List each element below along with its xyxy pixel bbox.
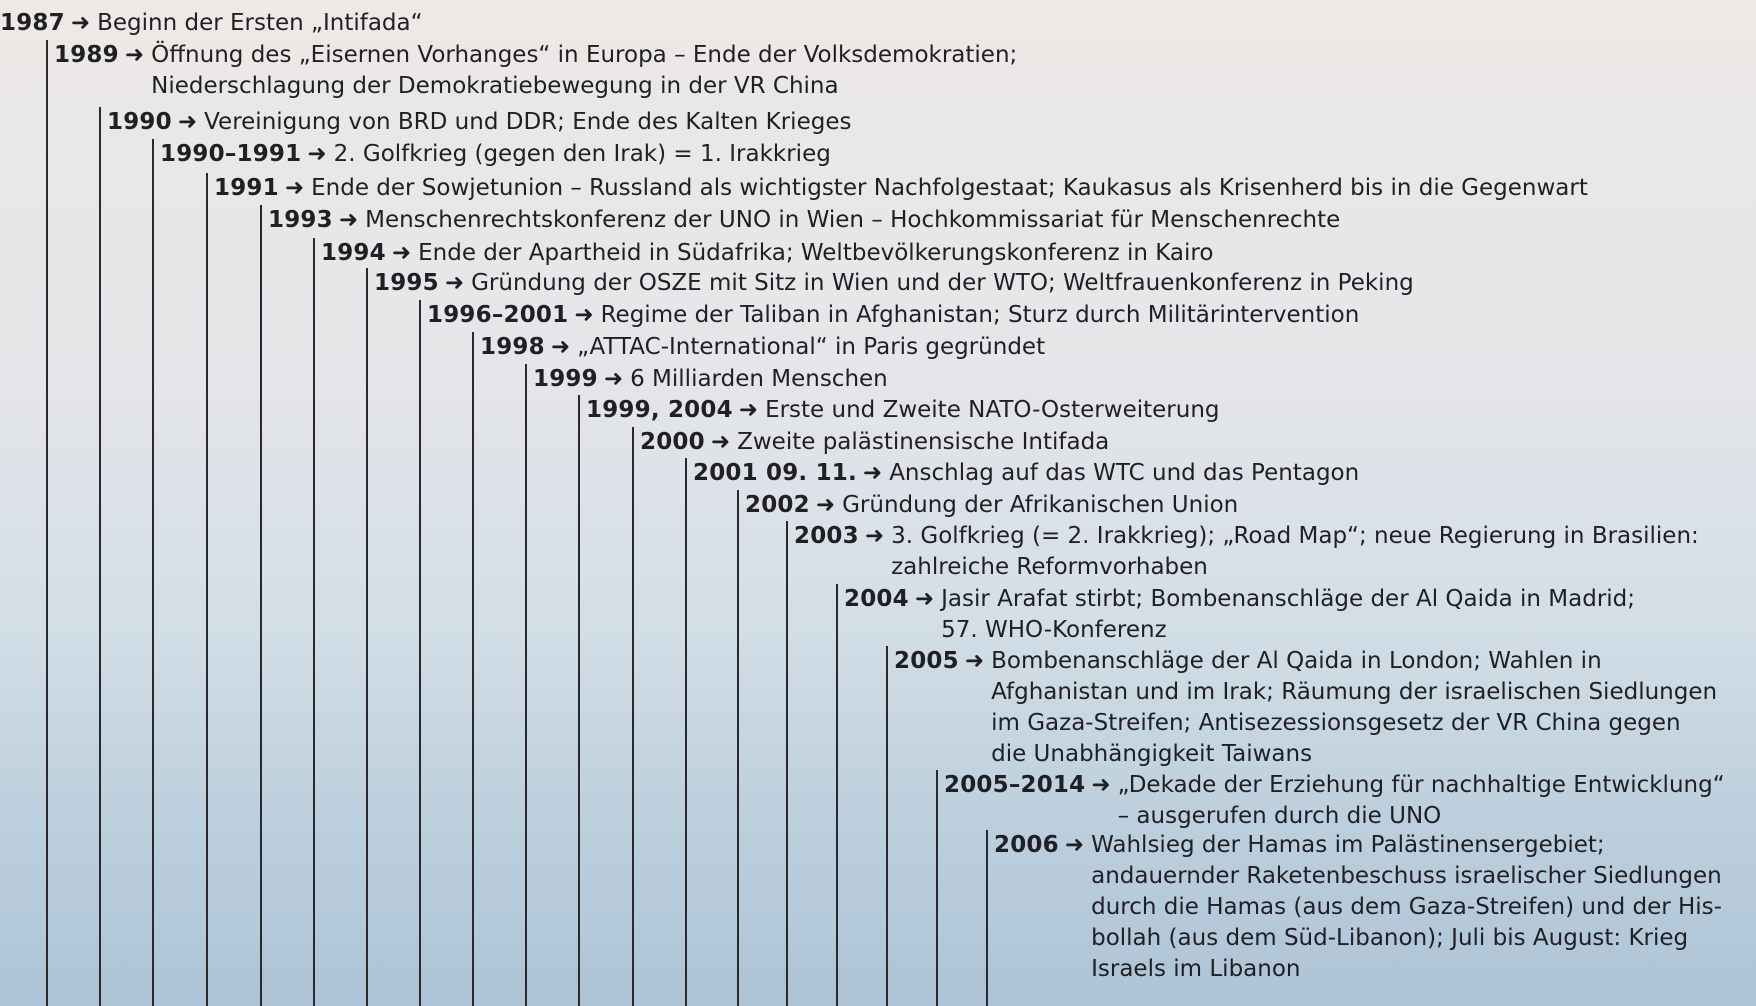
timeline-event-text: [97, 8, 422, 39]
timeline-event-text: [765, 395, 1219, 426]
timeline-event-line: – ausgerufen durch die UNO: [1117, 803, 1442, 829]
timeline-entry-row: [160, 139, 831, 170]
timeline-year: 2006: [994, 832, 1059, 858]
timeline-event-line: durch die Hamas (aus dem Gaza-Streifen) und der His-: [1091, 894, 1722, 920]
timeline-event-line: Ende der Apartheid in Südafrika; Weltbevölkerungskonferenz in Kairo: [418, 240, 1214, 266]
timeline-year: 1990: [107, 109, 172, 135]
timeline-event-line: Gründung der Afrikanischen Union: [842, 492, 1239, 518]
timeline-year: 2000: [640, 429, 705, 455]
timeline-event-line: Gründung der OSZE mit Sitz in Wien und der WTO; Weltfrauenkonferenz in Peking: [471, 270, 1414, 296]
timeline-event-text: [204, 107, 851, 138]
timeline-event-line: Ende der Sowjetunion – Russland als wichtigster Nachfolgestaat; Kaukasus als Krisenherd bis in die Gegenwart: [311, 175, 1588, 201]
arrow-right-icon: ➜: [124, 42, 145, 68]
timeline-event-line: Vereinigung von BRD und DDR; Ende des Kalten Krieges: [204, 109, 852, 135]
timeline-year: 1989: [54, 42, 119, 68]
timeline-year: 1990–1991: [160, 141, 302, 167]
arrow-right-icon: ➜: [864, 523, 885, 549]
timeline-entry-row: [894, 646, 1717, 770]
timeline-event-text: [842, 490, 1238, 521]
timeline-event-line: Regime der Taliban in Afghanistan; Sturz durch Militärintervention: [600, 302, 1360, 328]
timeline-entry-row: [844, 584, 1635, 646]
timeline-event-line: Menschenrechtskonferenz der UNO in Wien – Hochkommissariat für Menschenrechte: [365, 207, 1341, 233]
timeline-year: 2005: [894, 648, 959, 674]
timeline-event-line: andauernder Raketenbeschuss israelischer Siedlungen: [1091, 863, 1722, 889]
timeline-event-text: [1091, 830, 1722, 985]
timeline-event-line: Jasir Arafat stirbt; Bombenanschläge der Al Qaida in Madrid;: [941, 586, 1636, 612]
timeline-event-line: Bombenanschläge der Al Qaida in London; Wahlen in: [991, 648, 1602, 674]
timeline-year: 1995: [374, 270, 439, 296]
timeline-event-line: 6 Milliarden Menschen: [630, 366, 888, 392]
timeline-entry-row: [693, 458, 1359, 489]
timeline-entry-row: [268, 205, 1340, 236]
timeline-entry-row: [54, 40, 1017, 102]
timeline-event-text: [577, 332, 1045, 363]
timeline-event-text: [601, 300, 1360, 331]
timeline-year: 1994: [321, 240, 386, 266]
timeline-entry-row: [321, 238, 1213, 269]
timeline-entry-row: [427, 300, 1359, 331]
timeline-event-line: „ATTAC-International“ in Paris gegründet: [577, 334, 1046, 360]
timeline-event-line: Erste und Zweite NATO-Osterweiterung: [765, 397, 1220, 423]
timeline-entry-row: [0, 8, 423, 39]
timeline-entry-row: [794, 521, 1699, 583]
arrow-right-icon: ➜: [574, 302, 594, 328]
timeline-entry-row: [944, 770, 1725, 832]
arrow-right-icon: ➜: [1091, 772, 1111, 798]
timeline-event-text: [737, 427, 1109, 458]
arrow-right-icon: ➜: [338, 207, 359, 233]
timeline-year: 1993: [268, 207, 333, 233]
timeline-event-line: im Gaza-Streifen; Antisezessionsgesetz der VR China gegen: [991, 710, 1681, 736]
arrow-right-icon: ➜: [550, 334, 571, 360]
timeline-entry-row: [586, 395, 1220, 426]
timeline-year: 1998: [480, 334, 545, 360]
timeline-event-text: [889, 458, 1359, 489]
timeline-event-text: [991, 646, 1717, 770]
timeline-event-text: [334, 139, 831, 170]
timeline-year: 1999: [533, 366, 598, 392]
timeline-entry-row: [107, 107, 851, 138]
timeline-event-line: bollah (aus dem Süd-Libanon); Juli bis August: Krieg: [1091, 925, 1689, 951]
timeline-event-line: „Dekade der Erziehung für nachhaltige Entwicklung“: [1117, 772, 1725, 798]
arrow-right-icon: ➜: [815, 492, 836, 518]
timeline-year: 2004: [844, 586, 909, 612]
timeline-event-line: die Unabhängigkeit Taiwans: [991, 741, 1313, 767]
timeline-event-line: Zweite palästinensische Intifada: [737, 429, 1110, 455]
timeline-year: 2005–2014: [944, 772, 1086, 798]
timeline-event-text: [891, 521, 1699, 583]
timeline-event-text: [630, 364, 888, 395]
arrow-right-icon: ➜: [738, 397, 759, 423]
timeline-entry-row: [745, 490, 1238, 521]
timeline-year: 2003: [794, 523, 859, 549]
timeline-event-line: 3. Golfkrieg (= 2. Irakkrieg); „Road Map“; neue Regierung in Brasilien:: [891, 523, 1699, 549]
timeline-event-line: Israels im Libanon: [1091, 956, 1301, 982]
timeline-year: 2002: [745, 492, 810, 518]
timeline-entry: [986, 830, 1722, 1006]
arrow-right-icon: ➜: [1064, 832, 1085, 858]
timeline-event-line: Wahlsieg der Hamas im Palästinensergebiet;: [1091, 832, 1605, 858]
timeline-event-text: [471, 268, 1414, 299]
arrow-right-icon: ➜: [391, 240, 412, 266]
arrow-right-icon: ➜: [307, 141, 327, 167]
arrow-right-icon: ➜: [710, 429, 731, 455]
timeline-entry-row: [533, 364, 888, 395]
arrow-right-icon: ➜: [444, 270, 465, 296]
timeline-event-text: [941, 584, 1635, 646]
arrow-right-icon: ➜: [914, 586, 935, 612]
timeline-event-text: [151, 40, 1017, 102]
timeline-entry-row: [214, 173, 1588, 204]
timeline-event-line: Öffnung des „Eisernen Vorhanges“ in Europa – Ende der Volksdemokratien;: [151, 42, 1018, 68]
arrow-right-icon: ➜: [284, 175, 305, 201]
arrow-right-icon: ➜: [862, 460, 883, 486]
timeline-event-line: 57. WHO-Konferenz: [941, 617, 1167, 643]
timeline-event-text: [1118, 770, 1725, 832]
timeline-year: 1999, 2004: [586, 397, 733, 423]
timeline-entry-row: [374, 268, 1414, 299]
timeline-entry-row: [994, 830, 1722, 985]
arrow-right-icon: ➜: [177, 109, 198, 135]
arrow-right-icon: ➜: [964, 648, 985, 674]
timeline-event-line: Beginn der Ersten „Intifada“: [97, 10, 423, 36]
timeline-event-text: [365, 205, 1340, 236]
timeline-entry-row: [480, 332, 1045, 363]
timeline-event-line: Afghanistan und im Irak; Räumung der israelischen Siedlungen: [991, 679, 1718, 705]
timeline-event-line: 2. Golfkrieg (gegen den Irak) = 1. Irakkrieg: [333, 141, 831, 167]
timeline-year: 1987: [0, 10, 65, 36]
timeline-year: 1996–2001: [427, 302, 569, 328]
timeline-event-line: zahlreiche Reformvorhaben: [891, 554, 1208, 580]
timeline-event-line: Anschlag auf das WTC und das Pentagon: [889, 460, 1360, 486]
timeline-year: 1991: [214, 175, 279, 201]
timeline-event-line: Niederschlagung der Demokratiebewegung in der VR China: [151, 73, 839, 99]
timeline-year: 2001 09. 11.: [693, 460, 857, 486]
arrow-right-icon: ➜: [70, 10, 91, 36]
arrow-right-icon: ➜: [603, 366, 624, 392]
timeline-entry-row: [640, 427, 1109, 458]
timeline-event-text: [418, 238, 1213, 269]
timeline-event-text: [311, 173, 1588, 204]
